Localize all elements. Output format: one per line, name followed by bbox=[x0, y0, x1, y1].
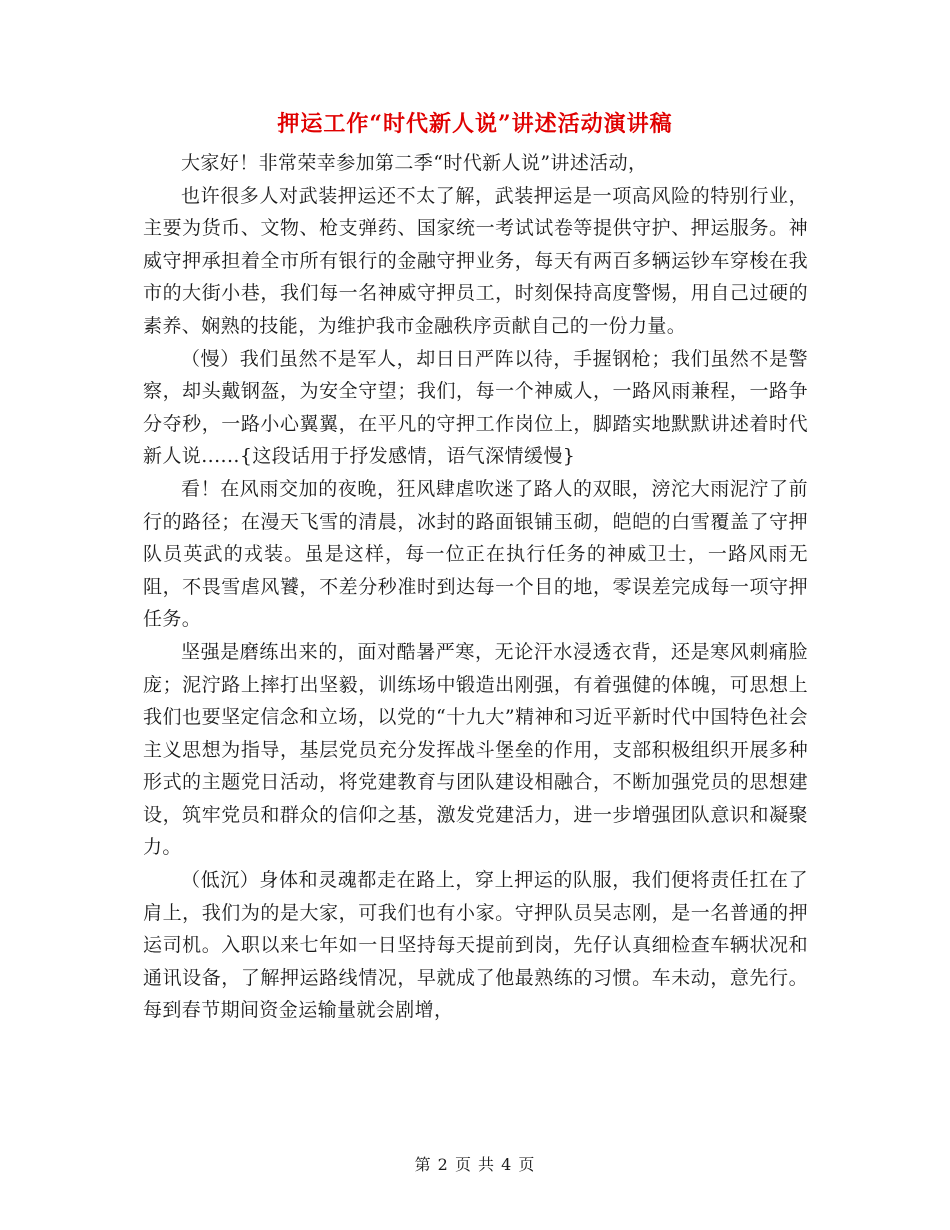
document-body bbox=[143, 147, 808, 1027]
paragraph: 坚强是磨练出来的，面对酷暑严寒，无论汗水浸透衣背，还是寒风刺痛脸庞；泥泞路上摔打出坚毅，训练场中锻造出刚强，有着强健的体魄，可思想上我们也要坚定信念和立场，以党的“十九大”精神和习近平新时代中国特色社会主义思想为指导，基层党员充分发挥战斗堡垒的作用，支部积极组织开展多种形式的主题党日活动，将党建教育与团队建设相融合，不断加强党员的思想建设，筑牢党员和群众的信仰之基，激发党建活力，进一步增强团队意识和凝聚力。 bbox=[143, 640, 808, 859]
paragraph: （慢）我们虽然不是军人，却日日严阵以待，手握钢枪；我们虽然不是警察，却头戴钢盔，为安全守望；我们，每一个神威人，一路风雨兼程，一路争分夺秒，一路小心翼翼，在平凡的守押工作岗位上，脚踏实地默默讲述着时代新人说......{这段话用于抒发感情，语气深情缓慢} bbox=[143, 347, 808, 468]
paragraph: （低沉）身体和灵魂都走在路上，穿上押运的队服，我们便将责任扛在了肩上，我们为的是大家，可我们也有小家。守押队员吴志刚，是一名普通的押运司机。入职以来七年如一日坚持每天提前到岗，先仔认真细检查车辆状况和通讯设备，了解押运路线情况，早就成了他最熟练的习惯。车未动，意先行。每到春节期间资金运输量就会剧增， bbox=[143, 869, 808, 1022]
page-number-footer: 第 2 页 共 4 页 bbox=[414, 1155, 536, 1174]
paragraph: 看！在风雨交加的夜晚，狂风肆虐吹迷了路人的双眼，滂沱大雨泥泞了前行的路径；在漫天飞雪的清晨，冰封的路面银铺玉砌，皑皑的白雪覆盖了守押队员英武的戎装。虽是这样，每一位正在执行任务的神威卫士，一路风雨无阻，不畏雪虐风饕，不差分秒准时到达每一个目的地，零误差完成每一项守押任务。 bbox=[143, 477, 808, 631]
document-title: 押运工作“时代新人说”讲述活动演讲稿 bbox=[277, 111, 673, 137]
paragraph: 大家好！非常荣幸参加第二季“时代新人说”讲述活动， bbox=[181, 152, 648, 174]
paragraph: 也许很多人对武装押运还不太了解，武装押运是一项高风险的特别行业，主要为货币、文物、枪支弹药、国家统一考试试卷等提供守护、押运服务。神威守押承担着全市所有银行的金融守押业务，每天有两百多辆运钞车穿梭在我市的大街小巷，我们每一名神威守押员工，时刻保持高度警惕，用自己过硬的素养、娴熟的技能，为维护我市金融秩序贡献自己的一份力量。 bbox=[143, 184, 808, 337]
